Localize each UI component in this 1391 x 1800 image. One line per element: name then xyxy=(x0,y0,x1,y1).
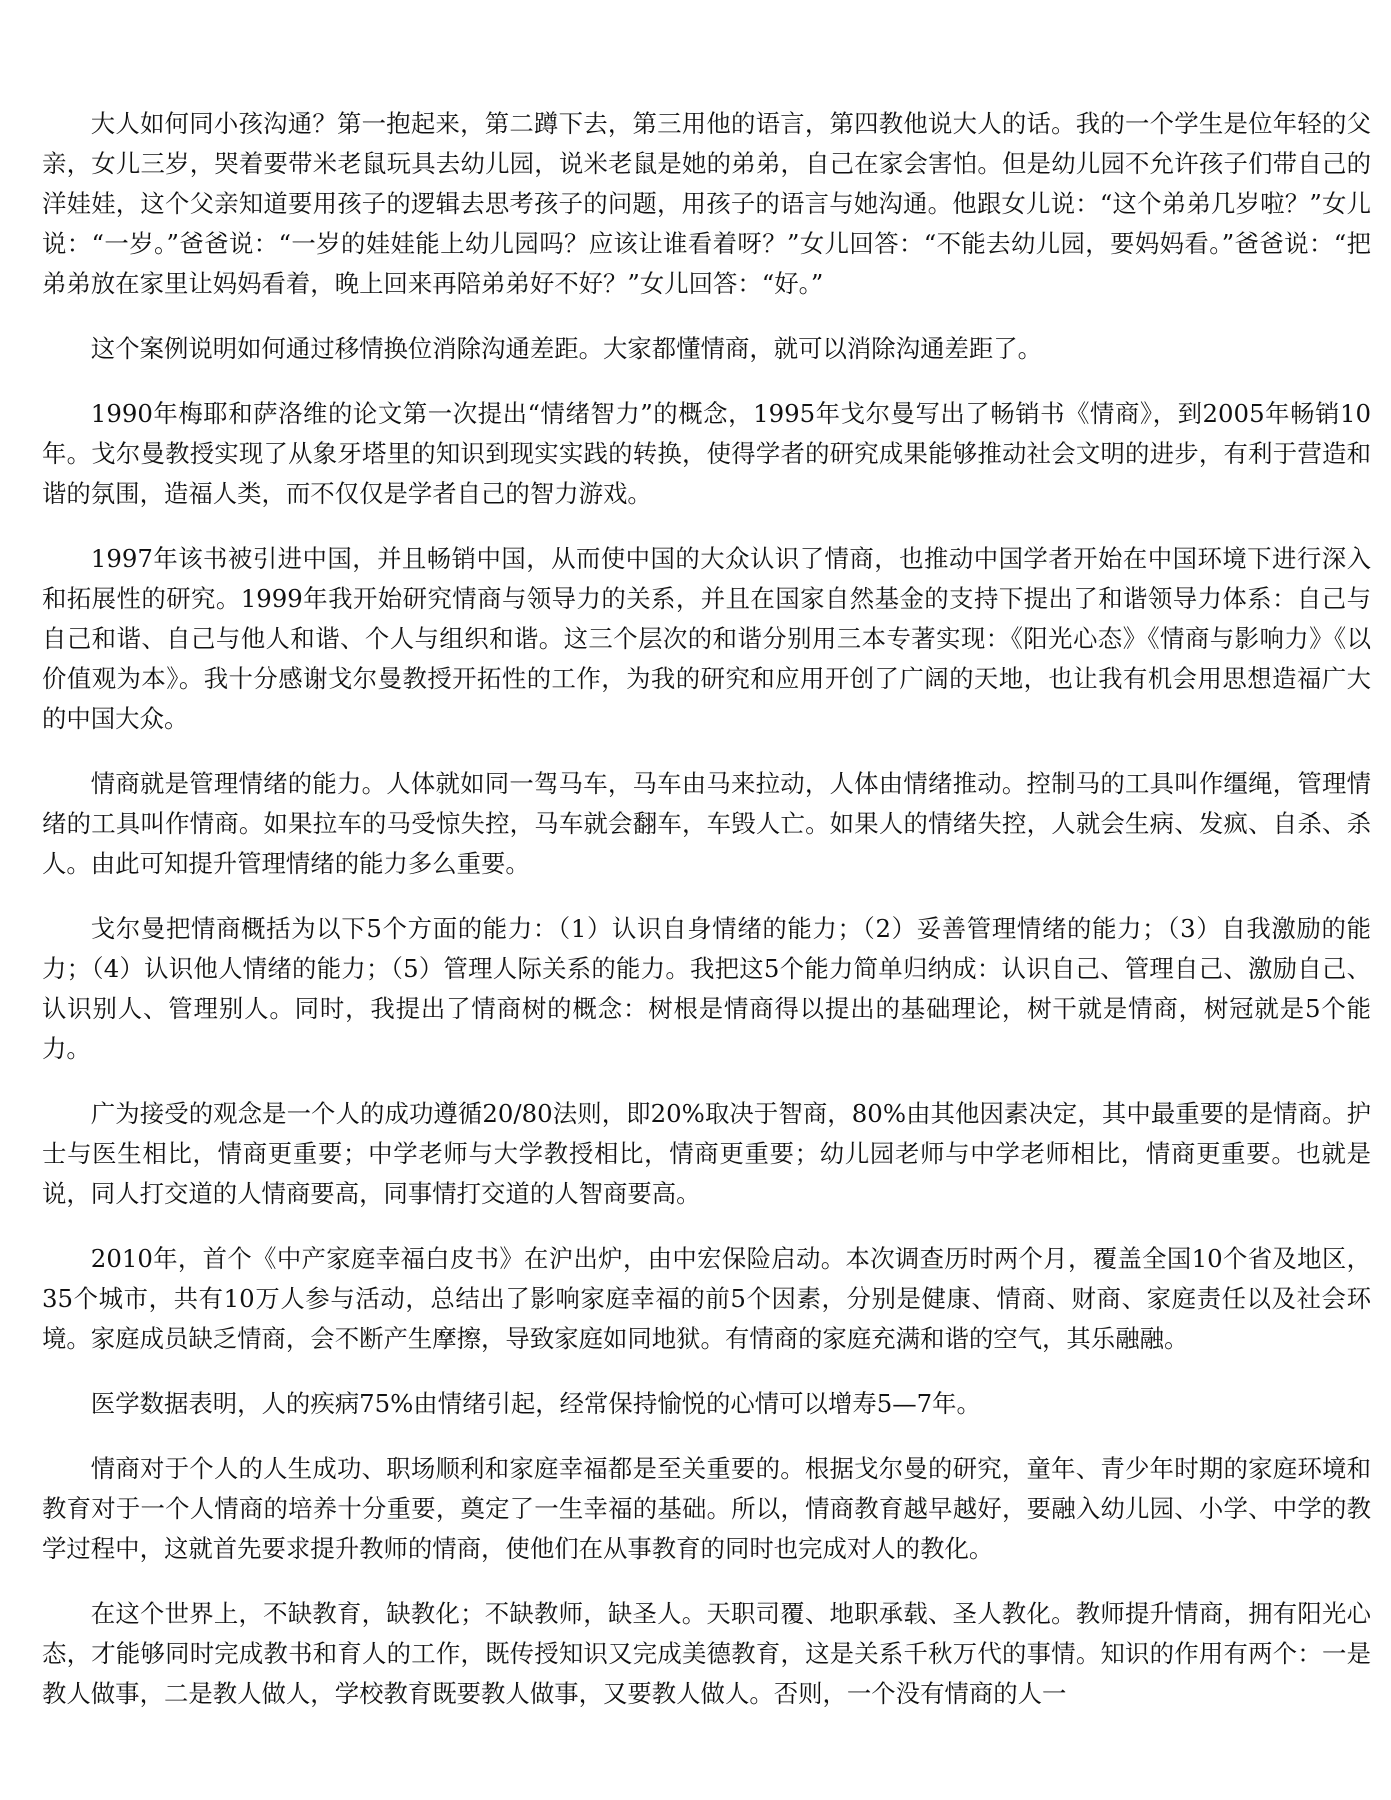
paragraph-medical-data: 医学数据表明，人的疾病75%由情绪引起，经常保持愉悦的心情可以增寿5—7年。 xyxy=(90,1389,981,1418)
paragraph-eq-definition: 情商就是管理情绪的能力。人体就如同一驾马车，马车由马来拉动，人体由情绪推动。控制马的工具叫作缰绳，管理情绪的工具叫作情商。如果拉车的马受惊失控，马车就会翻车，车毁人亡。如果人的情绪失控，人就会生病、发疯、自杀、杀人。由此可知提升管理情绪的能力多么重要。 xyxy=(42,769,1371,878)
paragraph-family-happiness-report: 2010年，首个《中产家庭幸福白皮书》在沪出炉，由中宏保险启动。本次调查历时两个月，覆盖全国10个省及地区，35个城市，共有10万人参与活动，总结出了影响家庭幸福的前5个因素，分别是健康、情商、财商、家庭责任以及社会环境。家庭成员缺乏情商，会不断产生摩擦，导致家庭如同地狱。有情商的家庭充满和谐的空气，其乐融融。 xyxy=(42,1244,1371,1353)
paragraph-empathy-case: 这个案例说明如何通过移情换位消除沟通差距。大家都懂情商，就可以消除沟通差距了。 xyxy=(90,334,1043,363)
paragraph-teachers-and-cultivation: 在这个世界上，不缺教育，缺教化；不缺教师，缺圣人。天职司覆、地职承载、圣人教化。教师提升情商，拥有阳光心态，才能够同时完成教书和育人的工作，既传授知识又完成美德教育，这是关系千秋万代的事情。知识的作用有两个：一是教人做事，二是教人做人，学校教育既要教人做事，又要教人做人。否则，一个没有情商的人一 xyxy=(42,1599,1371,1708)
paragraph-introduction-to-china: 1997年该书被引进中国，并且畅销中国，从而使中国的大众认识了情商，也推动中国学者开始在中国环境下进行深入和拓展性的研究。1999年我开始研究情商与领导力的关系，并且在国家自然基金的支持下提出了和谐领导力体系：自己与自己和谐、自己与他人和谐、个人与组织和谐。这三个层次的和谐分别用三本专著实现：《阳光心态》《情商与影响力》《以价值观为本》。我十分感谢戈尔曼教授开拓性的工作，为我的研究和应用开创了广阔的天地，也让我有机会用思想造福广大的中国大众。 xyxy=(42,544,1371,733)
paragraph-communication-children: 大人如何同小孩沟通？第一抱起来，第二蹲下去，第三用他的语言，第四教他说大人的话。我的一个学生是位年轻的父亲，女儿三岁，哭着要带米老鼠玩具去幼儿园，说米老鼠是她的弟弟，自己在家会害怕。但是幼儿园不允许孩子们带自己的洋娃娃，这个父亲知道要用孩子的逻辑去思考孩子的问题，用孩子的语言与她沟通。他跟女儿说：“这个弟弟几岁啦？”女儿说：“一岁。”爸爸说：“一岁的娃娃能上幼儿园吗？应该让谁看着呀？”女儿回答：“不能去幼儿园，要妈妈看。”爸爸说：“把弟弟放在家里让妈妈看着，晚上回来再陪弟弟好不好？”女儿回答：“好。” xyxy=(42,109,1371,298)
paragraph-emotional-intelligence-origin: 1990年梅耶和萨洛维的论文第一次提出“情绪智力”的概念，1995年戈尔曼写出了畅销书《情商》，到2005年畅销10年。戈尔曼教授实现了从象牙塔里的知识到现实实践的转换，使得学者的研究成果能够推动社会文明的进步，有利于营造和谐的氛围，造福人类，而不仅仅是学者自己的智力游戏。 xyxy=(42,399,1371,508)
paragraph-five-abilities: 戈尔曼把情商概括为以下5个方面的能力：（1）认识自身情绪的能力；（2）妥善管理情绪的能力；（3）自我激励的能力；（4）认识他人情绪的能力；（5）管理人际关系的能力。我把这5个能力简单归纳成：认识自己、管理自己、激励自己、认识别人、管理别人。同时，我提出了情商树的概念：树根是情商得以提出的基础理论，树干就是情商，树冠就是5个能力。 xyxy=(42,914,1371,1063)
paragraph-eq-education: 情商对于个人的人生成功、职场顺利和家庭幸福都是至关重要的。根据戈尔曼的研究，童年、青少年时期的家庭环境和教育对于一个人情商的培养十分重要，奠定了一生幸福的基础。所以，情商教育越早越好，要融入幼儿园、小学、中学的教学过程中，这就首先要求提升教师的情商，使他们在从事教育的同时也完成对人的教化。 xyxy=(42,1454,1371,1563)
paragraph-20-80-rule: 广为接受的观念是一个人的成功遵循20/80法则，即20%取决于智商，80%由其他因素决定，其中最重要的是情商。护士与医生相比，情商更重要；中学老师与大学教授相比，情商更重要；幼儿园老师与中学老师相比，情商更重要。也就是说，同人打交道的人情商要高，同事情打交道的人智商要高。 xyxy=(42,1099,1371,1208)
